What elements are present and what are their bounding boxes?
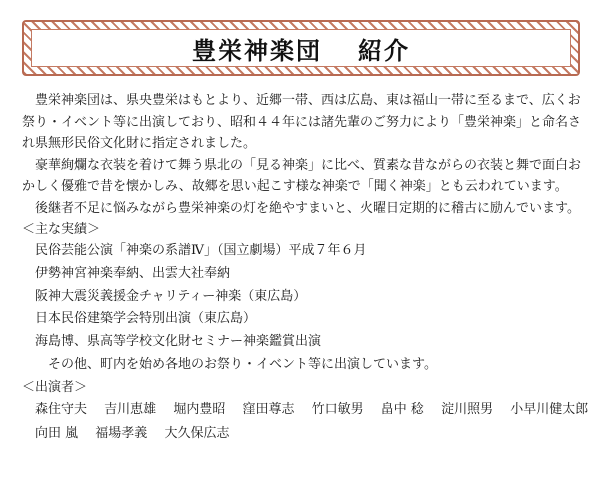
performers-heading: ＜出演者＞ bbox=[22, 379, 88, 395]
performers-row bbox=[35, 422, 584, 446]
title-main: 豊栄神楽団 bbox=[192, 36, 322, 65]
performer-name: 淀川照男 bbox=[441, 401, 494, 417]
achievements-heading: ＜主な実績＞ bbox=[22, 222, 101, 237]
achievements-list bbox=[22, 240, 584, 377]
intro-paragraph: 豪華絢爛な衣装を着けて舞う県北の「見る神楽」に比べ、質素な昔ながらの衣装と舞で面白おかしく優雅で昔を懐かしみ、故郷を思い起こす様な神楽で「聞く神楽」とも云われています。 bbox=[22, 157, 582, 194]
achievement-item: 民俗芸能公演「神楽の系譜Ⅳ」（国立劇場）平成７年６月 bbox=[35, 243, 367, 258]
achievement-item: 海島博、県高等学校文化財セミナー神楽鑑賞出演 bbox=[35, 334, 322, 350]
performer-name: 窪田尊志 bbox=[242, 401, 295, 417]
page-title bbox=[192, 31, 410, 66]
performer-name: 堀内豊昭 bbox=[173, 401, 226, 417]
content bbox=[22, 90, 589, 446]
performers-row bbox=[35, 398, 589, 422]
title-frame bbox=[22, 20, 580, 76]
performer-name: 大久保広志 bbox=[164, 425, 230, 441]
performer-name: 畠中 稔 bbox=[380, 401, 424, 417]
achievement-item: 伊勢神宮神楽奉納、出雲大社奉納 bbox=[35, 265, 231, 281]
performer-name: 向田 嵐 bbox=[35, 425, 79, 441]
performer-name: 森住守夫 bbox=[35, 401, 88, 417]
achievement-item: 日本民俗建築学会特別出演（東広島） bbox=[35, 311, 257, 327]
performers-list bbox=[22, 398, 589, 446]
title-box bbox=[31, 29, 571, 67]
achievement-item: 阪神大震災義援金チャリティー神楽（東広島） bbox=[35, 288, 307, 304]
intro-paragraph: 後継者不足に悩みながら豊栄神楽の灯を絶やすまいと、火曜日定期的に稽古に励んでいます。 bbox=[35, 200, 580, 216]
title-sub: 紹介 bbox=[358, 36, 410, 65]
intro-paragraph: 豊栄神楽団は、県央豊栄はもとより、近郷一帯、西は広島、東は福山一帯に至るまで、広くお祭り・イベント等に出演しており、昭和４４年には諸先輩のご努力により「豊栄神楽」と命名され県無形民俗文化財に指定されました。 bbox=[22, 93, 582, 151]
performer-name: 福場孝義 bbox=[95, 425, 148, 441]
performer-name: 吉川恵雄 bbox=[104, 401, 157, 417]
performer-name: 小早川健太郎 bbox=[510, 401, 589, 417]
achievements-note: その他、町内を始め各地のお祭り・イベント等に出演しています。 bbox=[48, 356, 437, 372]
performer-name: 竹口敏男 bbox=[311, 401, 364, 417]
